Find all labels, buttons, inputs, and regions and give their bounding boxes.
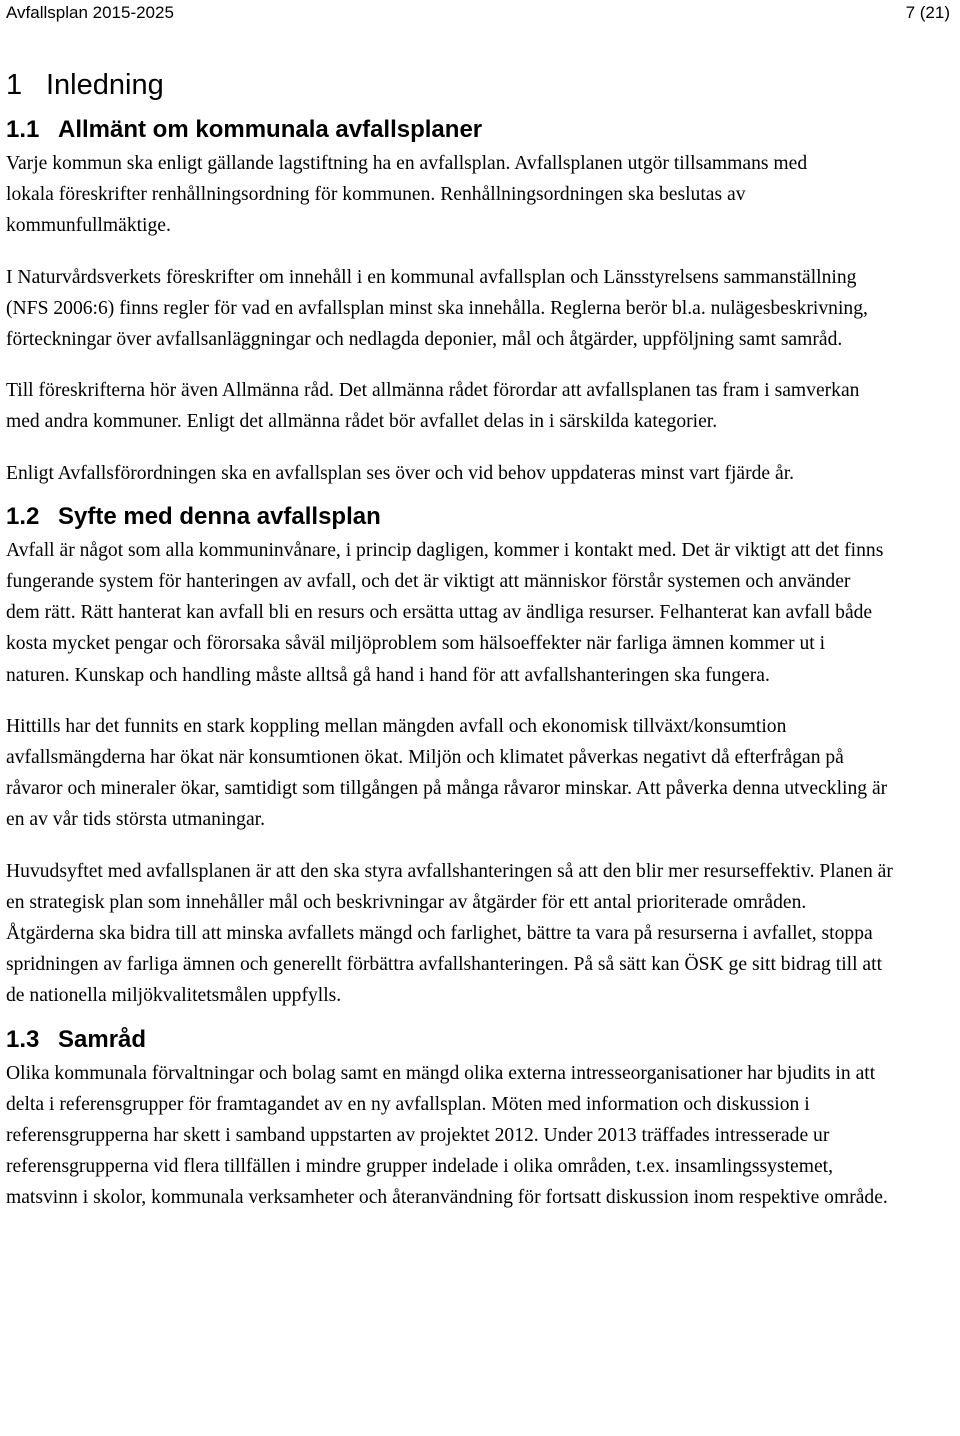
paragraph: Huvudsyftet med avfallsplanen är att den ska styra avfallshanteringen så att den blir mer resurseffektiv. Planen är en strategisk plan som innehåller mål och beskrivningar av åtgärder för ett antal prioriterade områden. Åtgärderna ska bidra till att minska avfallets mängd och farlighet, bättre ta vara på resurserna i avfallet, stoppa spridningen av farliga ämnen och generellt förbättra avfallshanteringen. På så sätt kan ÖSK ge sitt bidrag till att de nationella miljökvalitetsmålen uppfylls. [6,860,893,1007]
section-heading [6,1022,950,1058]
section-title: Samråd [58,1025,147,1053]
paragraph: Avfall är något som alla kommuninvånare, i princip dagligen, kommer i kontakt med. Det är viktigt att det finns fungerande system för hanteringen av avfall, och det är viktigt att människor förstår systemen och använder dem rätt. Rätt hanterat kan avfall bli en resurs och ersätta uttag av ändliga resurser. Felhanterat kan avfall både kosta mycket pengar och förorsaka såväl miljöproblem som hälsoeffekter när farliga ämnen kommer ut i naturen. Kunskap och handling måste alltså gå hand i hand för att avfallshanteringen ska fungera. [6,539,884,686]
page-number: 7 (21) [905,3,950,22]
chapter-heading [6,62,950,108]
paragraph: Till föreskrifterna hör även Allmänna råd. Det allmänna rådet förordar att avfallsplanen tas fram i samverkan med andra kommuner. Enligt det allmänna rådet bör avfallet delas in i särskilda kategorier. [6,380,860,433]
section-number: 1.2 [6,502,40,530]
paragraph: Hittills har det funnits en stark koppling mellan mängden avfall och ekonomisk tillväxt/konsumtion avfallsmängderna har ökat när konsumtionen ökat. Miljön och klimatet påverkas negativt då efterfrågan på råvaror och mineraler ökar, samtidigt som tillgången på många råvaror minskar. Att påverka denna utveckling är en av vår tids största utmaningar. [6,715,888,831]
running-header [6,0,950,26]
document-title: Avfallsplan 2015-2025 [6,3,174,22]
paragraph: Olika kommunala förvaltningar och bolag samt en mängd olika externa intresseorganisationer har bjudits in att delta i referensgrupper för framtagandet av en ny avfallsplan. Möten med information och diskussion i referensgrupperna har skett i samband uppstarten av projektet 2012. Under 2013 träffades intresserade ur referensgrupperna vid flera tillfällen i mindre grupper indelade i olika områden, t.ex. insamlingssystemet, matsvinn i skolor, kommunala verksamheter och återanvändning för fortsatt diskussion inom respektive område. [6,1062,888,1209]
page-content [6,62,950,1214]
section-number: 1.3 [6,1025,40,1053]
paragraph: Varje kommun ska enligt gällande lagstiftning ha en avfallsplan. Avfallsplanen utgör tillsammans med lokala föreskrifter renhållningsordning för kommunen. Renhållningsordningen ska beslutas av kommunfullmäktige. [6,153,808,237]
section-heading [6,112,950,148]
section-title: Syfte med denna avfallsplan [58,502,381,530]
section-heading [6,499,950,535]
section-title: Allmänt om kommunala avfallsplaner [58,116,483,143]
chapter-number: 1 [6,69,23,101]
section-number: 1.1 [6,116,40,143]
paragraph: Enligt Avfallsförordningen ska en avfallsplan ses över och vid behov uppdateras minst vart fjärde år. [6,462,795,484]
chapter-title: Inledning [46,69,164,101]
paragraph: I Naturvårdsverkets föreskrifter om innehåll i en kommunal avfallsplan och Länsstyrelsens sammanställning (NFS 2006:6) finns regler för vad en avfallsplan minst ska innehålla. Reglerna berör bl.a. nulägesbeskrivning, förteckningar över avfallsanläggningar och nedlagda deponier, mål och åtgärder, uppföljning samt samråd. [6,266,868,351]
